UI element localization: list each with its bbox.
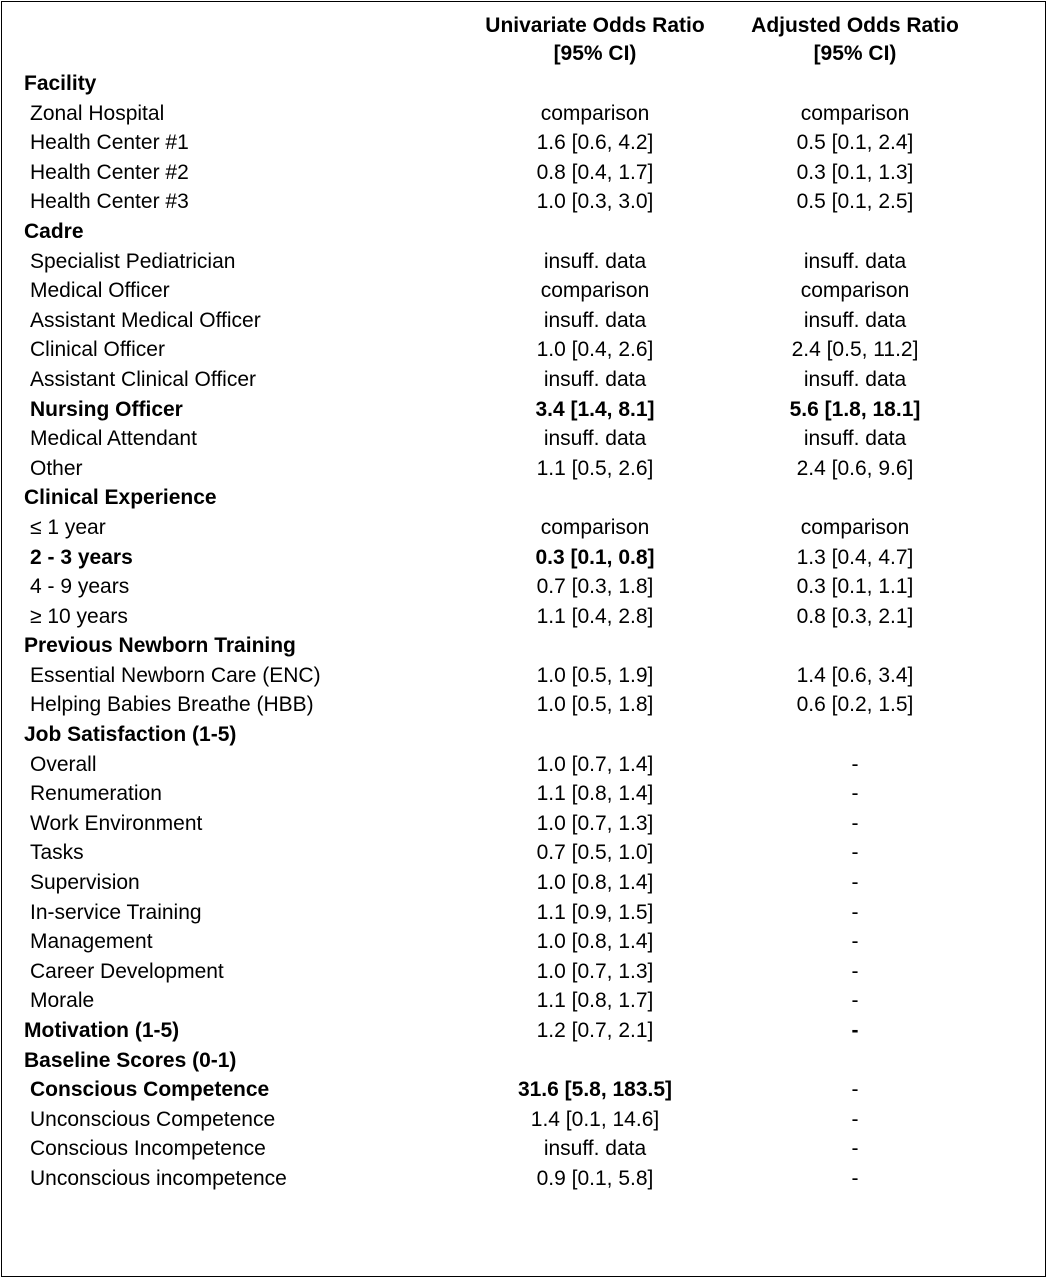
section-label: Clinical Experience [24,486,217,510]
table-row [0,986,1049,1016]
row-label: Clinical Officer [30,338,165,362]
table-body [0,69,1049,1194]
table-row [0,454,1049,484]
univariate-value: 1.1 [0.8, 1.4] [536,782,654,806]
table-row [0,602,1049,632]
row-label: Management [30,930,153,954]
table-row [0,868,1049,898]
section-label: Motivation (1-5) [24,1019,180,1042]
adjusted-value: - [851,1107,859,1131]
table-row [0,395,1049,425]
univariate-value: 1.0 [0.7, 1.3] [536,811,654,835]
adjusted-value: - [851,900,859,924]
row-label: Health Center #3 [30,190,189,214]
row-label: 2 - 3 years [30,545,133,569]
adjusted-value: 0.3 [0.1, 1.1] [796,575,914,599]
univariate-value: 3.4 [1.4, 8.1] [535,397,655,421]
adjusted-value: 5.6 [1.8, 18.1] [789,397,921,421]
row-label: Renumeration [30,782,162,806]
univariate-value: 1.0 [0.8, 1.4] [536,871,654,895]
section-row [0,1016,1049,1046]
univariate-value: 1.0 [0.5, 1.9] [536,663,654,687]
adjusted-value: - [851,959,859,983]
adjusted-value: comparison [800,279,910,303]
table-row [0,898,1049,928]
univariate-header-line1: Univariate Odds Ratio [485,14,705,37]
table-row [0,1075,1049,1105]
row-label: Morale [30,989,95,1013]
univariate-value: 0.8 [0.4, 1.7] [536,160,654,184]
univariate-value: comparison [540,101,650,125]
univariate-value: insuff. data [543,367,647,391]
univariate-value: comparison [540,515,650,539]
adjusted-value: - [851,1078,859,1102]
univariate-column-header [455,12,735,68]
row-label: Health Center #2 [30,160,189,184]
table-row [0,513,1049,543]
adjusted-value: 0.6 [0.2, 1.5] [796,693,914,717]
section-label: Baseline Scores (0-1) [24,1048,237,1072]
univariate-value: 1.1 [0.4, 2.8] [536,604,654,628]
adjusted-value: 2.4 [0.5, 11.2] [791,338,919,362]
univariate-value: 1.0 [0.5, 1.8] [536,693,654,717]
table-row [0,661,1049,691]
univariate-value: 1.6 [0.6, 4.2] [536,131,654,155]
table-row [0,779,1049,809]
adjusted-value: 1.3 [0.4, 4.7] [796,545,914,569]
table-row [0,543,1049,573]
table-row [0,809,1049,839]
adjusted-value: - [851,1166,859,1190]
univariate-header-line2: [95% CI) [553,42,637,65]
adjusted-value: 0.3 [0.1, 1.3] [796,160,914,184]
adjusted-value: - [851,1019,859,1042]
table-row [0,572,1049,602]
table-row [0,1164,1049,1194]
univariate-value: 1.1 [0.8, 1.7] [536,989,654,1013]
univariate-value: 1.0 [0.4, 2.6] [536,338,654,362]
row-label: Nursing Officer [30,397,183,421]
univariate-value: 1.1 [0.5, 2.6] [536,456,654,480]
section-row [0,631,1049,661]
univariate-value: 1.2 [0.7, 2.1] [536,1019,654,1042]
section-row [0,483,1049,513]
row-label: Specialist Pediatrician [30,249,236,273]
adjusted-value: - [851,871,859,895]
row-label: ≤ 1 year [30,515,106,539]
section-label: Previous Newborn Training [24,634,296,658]
adjusted-value: - [851,930,859,954]
univariate-value: 1.0 [0.3, 3.0] [536,190,654,214]
table-row [0,306,1049,336]
row-label: Assistant Medical Officer [30,308,261,332]
table-row [0,247,1049,277]
adjusted-value: 0.8 [0.3, 2.1] [796,604,914,628]
univariate-value: 0.7 [0.5, 1.0] [536,841,654,865]
univariate-value: 1.1 [0.9, 1.5] [536,900,654,924]
row-label: In-service Training [30,900,202,924]
univariate-value: 1.0 [0.7, 1.4] [536,752,654,776]
adjusted-header-line2: [95% CI) [813,42,897,65]
row-label: Medical Attendant [30,427,197,451]
univariate-value: 1.4 [0.1, 14.6] [530,1107,660,1131]
univariate-value: comparison [540,279,650,303]
adjusted-column-header [715,12,995,68]
table-row [0,158,1049,188]
table-row [0,1105,1049,1135]
row-label: Health Center #1 [30,131,189,155]
table-row [0,838,1049,868]
adjusted-value: insuff. data [803,367,907,391]
univariate-value: 1.0 [0.7, 1.3] [536,959,654,983]
univariate-value: insuff. data [543,249,647,273]
univariate-value: 0.9 [0.1, 5.8] [536,1166,654,1190]
table-row [0,1134,1049,1164]
adjusted-value: - [851,989,859,1013]
section-label: Job Satisfaction (1-5) [24,723,237,747]
table-row [0,957,1049,987]
adjusted-value: - [851,1137,859,1161]
row-label: Helping Babies Breathe (HBB) [30,693,314,717]
adjusted-value: - [851,811,859,835]
univariate-value: 31.6 [5.8, 183.5] [517,1078,673,1102]
table-row [0,365,1049,395]
row-label: Career Development [30,959,224,983]
row-label: Conscious Incompetence [30,1137,266,1161]
adjusted-value: - [851,841,859,865]
univariate-value: 1.0 [0.8, 1.4] [536,930,654,954]
adjusted-value: 0.5 [0.1, 2.4] [796,131,914,155]
adjusted-value: insuff. data [803,249,907,273]
row-label: Zonal Hospital [30,101,165,125]
section-label: Facility [24,72,97,95]
row-label: Supervision [30,871,140,895]
table-row [0,750,1049,780]
row-label: Essential Newborn Care (ENC) [30,663,321,687]
univariate-value: insuff. data [543,427,647,451]
section-label: Cadre [24,219,84,243]
row-label: Assistant Clinical Officer [30,367,257,391]
row-label: ≥ 10 years [30,604,128,628]
adjusted-value: - [851,782,859,806]
table-row [0,927,1049,957]
row-label: Conscious Competence [30,1078,270,1102]
univariate-value: 0.7 [0.3, 1.8] [536,575,654,599]
table-row [0,424,1049,454]
adjusted-value: insuff. data [803,308,907,332]
row-label: Tasks [30,841,84,865]
table-row [0,128,1049,158]
table-row [0,335,1049,365]
adjusted-value: insuff. data [803,427,907,451]
adjusted-value: 1.4 [0.6, 3.4] [796,663,914,687]
adjusted-value: 2.4 [0.6, 9.6] [796,456,914,480]
univariate-value: 0.3 [0.1, 0.8] [535,545,655,569]
section-row [0,1046,1049,1076]
adjusted-value: comparison [800,515,910,539]
table-row [0,99,1049,129]
univariate-value: insuff. data [543,1137,647,1161]
section-row [0,217,1049,247]
row-label: Overall [30,752,97,776]
row-label: Unconscious incompetence [30,1166,287,1190]
adjusted-header-line1: Adjusted Odds Ratio [751,14,959,37]
table-row [0,187,1049,217]
table-row [0,690,1049,720]
univariate-value: insuff. data [543,308,647,332]
adjusted-value: - [851,752,859,776]
adjusted-value: 0.5 [0.1, 2.5] [796,190,914,214]
section-row [0,69,1049,99]
row-label: 4 - 9 years [30,575,130,599]
table-row [0,276,1049,306]
section-row [0,720,1049,750]
row-label: Work Environment [30,811,203,835]
row-label: Medical Officer [30,279,170,303]
row-label: Other [30,456,83,480]
row-label: Unconscious Competence [30,1107,276,1131]
adjusted-value: comparison [800,101,910,125]
